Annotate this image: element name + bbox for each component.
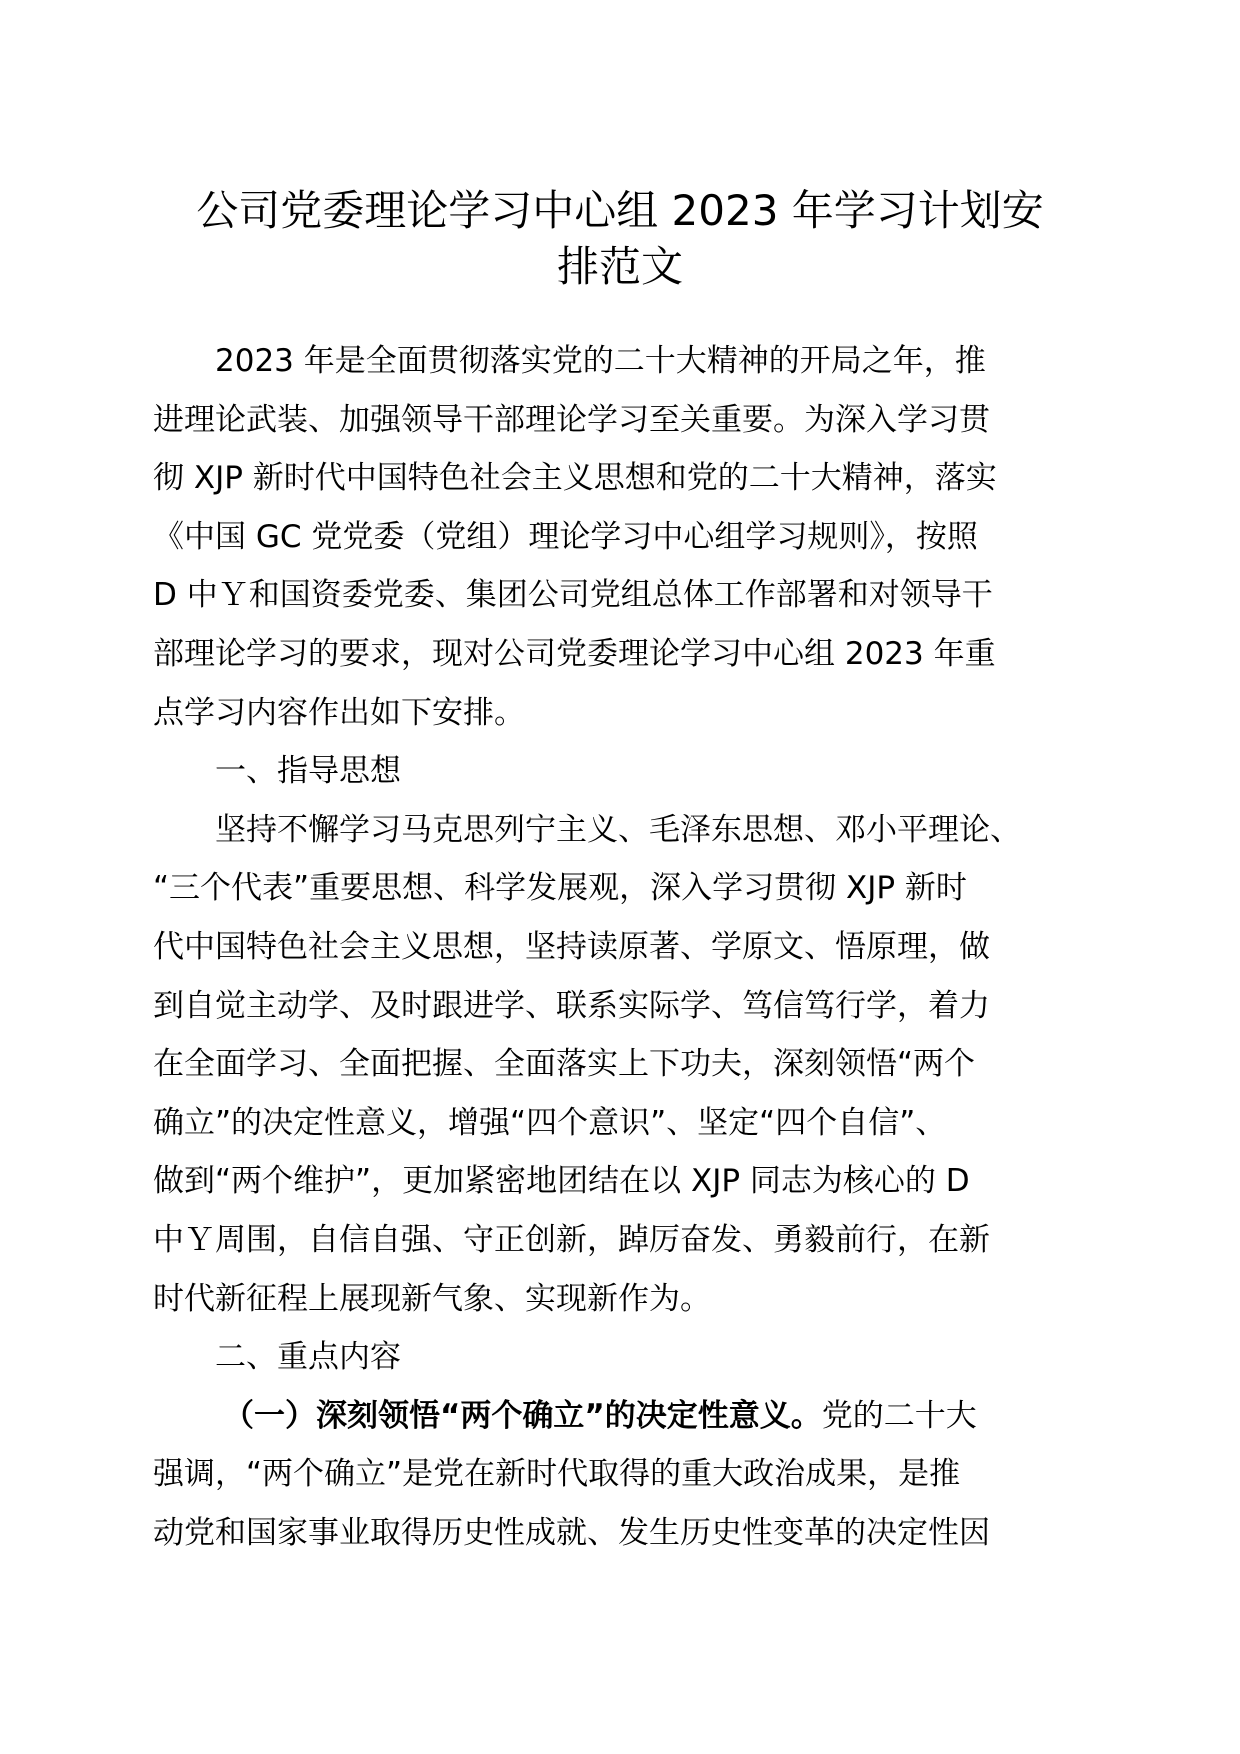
section1-line-9: 时代新征程上展现新气象、实现新作为。 [153, 1280, 711, 1317]
document-title [150, 183, 1090, 295]
item1-bold-heading: （一）深刻领悟“两个确立”的决定性意义。 [223, 1397, 822, 1434]
item1-line-3: 动党和国家事业取得历史性成就、发生历史性变革的决定性因 [153, 1514, 990, 1551]
section1-line-3: 代中国特色社会主义思想，坚持读原著、学原文、悟原理，做 [153, 928, 990, 965]
intro-line-2: 进理论武装、加强领导干部理论学习至关重要。为深入学习贯 [153, 401, 990, 438]
section1-line-5: 在全面学习、全面把握、全面落实上下功夫，深刻领悟“两个 [153, 1046, 976, 1083]
section1-line-7: 做到“两个维护”，更加紧密地团结在以 XJP 同志为核心的 D [153, 1163, 970, 1200]
document-body [153, 342, 1083, 1572]
section1-line-1: 坚持不懈学习马克思列宁主义、毛泽东思想、邓小平理论、 [215, 811, 1021, 848]
intro-line-4: 《中国 GC 党党委（党组）理论学习中心组学习规则》，按照 [153, 518, 978, 555]
intro-line-3: 彻 XJP 新时代中国特色社会主义思想和党的二十大精神，落实 [153, 460, 997, 497]
section1-line-2: “三个代表”重要思想、科学发展观，深入学习贯彻 XJP 新时 [153, 870, 967, 907]
section1-line-8: 中Ｙ周围，自信自强、守正创新，踔厉奋发、勇毅前行，在新 [153, 1221, 990, 1258]
intro-line-1: 2023 年是全面贯彻落实党的二十大精神的开局之年，推 [215, 343, 986, 379]
item1-line-2: 强调，“两个确立”是党在新时代取得的重大政治成果，是推 [153, 1456, 961, 1493]
intro-line-5: D 中Ｙ和国资委党委、集团公司党组总体工作部署和对领导干 [153, 577, 993, 614]
section-heading-key-content: 二、重点内容 [215, 1339, 401, 1376]
title-line-2: 排范文 [556, 242, 683, 291]
item1-first-line [153, 1397, 1083, 1456]
intro-line-6: 部理论学习的要求，现对公司党委理论学习中心组 2023 年重 [153, 635, 996, 672]
section1-line-4: 到自觉主动学、及时跟进学、联系实际学、笃信笃行学，着力 [153, 987, 990, 1024]
section1-line-6: 确立”的决定性意义，增强“四个意识”、坚定“四个自信”、 [153, 1104, 947, 1141]
intro-line-7: 点学习内容作出如下安排。 [153, 694, 525, 731]
title-line-1: 公司党委理论学习中心组 2023 年学习计划安 [196, 186, 1044, 235]
item1-first-line-rest: 党的二十大 [821, 1397, 977, 1434]
section-heading-guiding-thought: 一、指导思想 [215, 753, 401, 790]
